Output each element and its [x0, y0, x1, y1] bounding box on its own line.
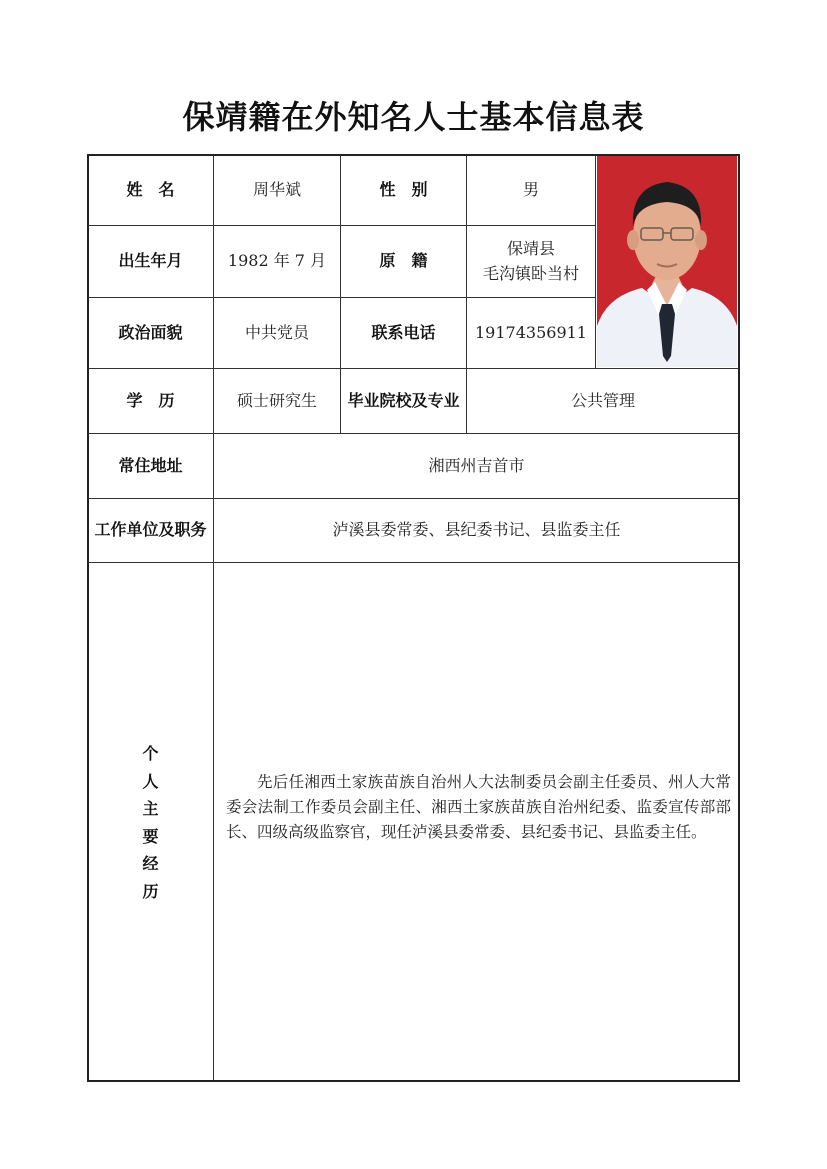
phone-value: 19174356911	[475, 322, 587, 342]
origin-label: 原 籍	[379, 251, 428, 271]
education-value: 硕士研究生	[236, 390, 317, 410]
address-label: 常住地址	[118, 455, 183, 475]
education-label: 学 历	[126, 390, 175, 410]
origin-value-line1: 保靖县	[506, 238, 555, 258]
portrait-icon	[597, 156, 737, 367]
birth-value: 1982 年 7 月	[227, 251, 327, 271]
experience-label-char: 经	[142, 854, 159, 873]
political-label: 政治面貌	[118, 322, 183, 342]
gender-value: 男	[522, 179, 539, 199]
row-divider	[88, 562, 739, 563]
origin-value-line2: 毛沟镇卧当村	[482, 263, 579, 283]
origin-value	[467, 226, 595, 297]
political-value: 中共党员	[244, 322, 309, 342]
experience-label-char: 个	[142, 744, 159, 763]
work-label: 工作单位及职务	[94, 520, 207, 540]
name-value: 周华斌	[252, 179, 301, 199]
experience-label-char: 人	[142, 771, 159, 791]
gender-label: 性 别	[379, 179, 428, 199]
experience-text: 先后任湘西土家族苗族自治州人大法制委员会副主任委员、州人大常委会法制工作委员会副主任、湘西土家族苗族自治州纪委、监委宣传部部长、四级高级监察官，现任泸溪县委常委、县纪委书记、县监委主任。	[226, 773, 731, 841]
name-label: 姓 名	[126, 179, 175, 199]
work-value: 泸溪县委常委、县纪委书记、县监委主任	[332, 520, 621, 540]
experience-label	[88, 740, 213, 905]
school-label: 毕业院校及专业	[347, 390, 460, 410]
col-divider	[595, 155, 596, 368]
experience-label-char: 主	[142, 799, 159, 818]
phone-label: 联系电话	[371, 322, 436, 342]
experience-label-char: 要	[142, 826, 159, 846]
birth-label: 出生年月	[118, 251, 183, 271]
portrait-photo	[597, 156, 737, 367]
school-value: 公共管理	[570, 390, 635, 410]
experience-label-char: 历	[142, 881, 159, 901]
page-title: 保靖籍在外知名人士基本信息表	[182, 98, 645, 136]
address-value: 湘西州吉首市	[428, 455, 525, 475]
